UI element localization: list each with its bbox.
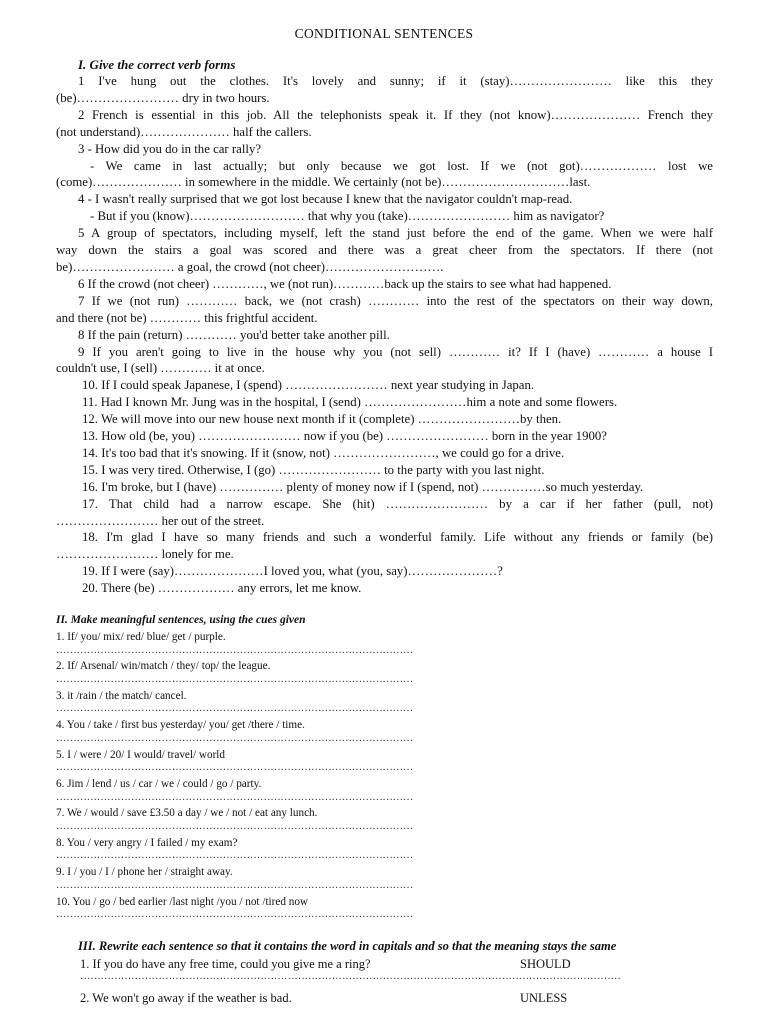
exercise-line: 5 A group of spectators, including myself, left the stand just before the end of the game. When we were half [78, 226, 713, 241]
answer-line[interactable]: …………………………………………………………………………………………… [56, 732, 414, 744]
answer-line[interactable]: …………………………………………………………………………………………… [56, 644, 414, 656]
exercise-line: 10. If I could speak Japanese, I (spend) …………………… next year studying in Japan. [82, 378, 535, 393]
exercise-line: - But if you (know)……………………… that why you (take)…………………… him as navigator? [90, 209, 605, 224]
exercise-line: 20. There (be) ……………… any errors, let me know. [82, 581, 362, 596]
answer-line[interactable]: …………………………………………………………………………………………… [56, 909, 414, 921]
rewrite-sentence: 2. We won't go away if the weather is bad. [80, 991, 292, 1005]
cue-item: 7. We / would / save £3.50 a day / we / not / eat any lunch. [56, 807, 318, 820]
exercise-line: (come)………………… in somewhere in the middle. We certainly (not be)…………………………last. [56, 175, 591, 190]
exercise-line: way down the stairs a goal was scored and there was a great cheer from the spectators. If there (not [56, 243, 713, 258]
answer-line[interactable]: …………………………………………………………………………………………… [56, 879, 414, 891]
exercise-line: 6 If the crowd (not cheer) …………, we (not run)…………back up the stairs to see what had happened. [78, 276, 612, 291]
cue-item: 3. it /rain / the match/ cancel. [56, 689, 187, 702]
rewrite-item [80, 990, 720, 1006]
exercise-line: 13. How old (be, you) …………………… now if you (be) …………………… born in the year 1900? [82, 429, 607, 444]
exercise-line: 18. I'm glad I have so many friends and such a wonderful family. Life without any friends or family (be) [82, 530, 713, 545]
section-3-exercises [80, 956, 720, 1006]
answer-line[interactable]: …………………………………………………………………………………………… [56, 762, 414, 774]
exercise-line: 4 - I wasn't really surprised that we got lost because I knew that the navigator couldn't map-read. [78, 192, 573, 207]
exercise-line: …………………… lonely for me. [56, 547, 234, 562]
cue-item: 6. Jim / lend / us / car / we / could / go / party. [56, 777, 262, 790]
answer-line[interactable]: …………………………………………………………………………………………… [56, 850, 414, 862]
exercise-line: …………………… her out of the street. [56, 513, 265, 528]
exercise-line: 8 If the pain (return) ………… you'd better take another pill. [78, 327, 390, 342]
exercise-line: 7 If we (not run) ………… back, we (not crash) ………… into the rest of the spectators on their way down, [78, 293, 713, 308]
exercise-line: and there (not be) ………… this frightful accident. [56, 310, 318, 325]
rewrite-keyword: UNLESS [520, 991, 568, 1005]
exercise-line: (not understand)………………… half the callers. [56, 124, 312, 139]
section-2-heading: II. Make meaningful sentences, using the cues given [56, 614, 306, 626]
exercise-line: 9 If you aren't going to live in the house why you (not sell) ………… it? If I (have) ………… a house I [78, 344, 713, 359]
exercise-line: 14. It's too bad that it's snowing. If it (snow, not) ……………………, we could go for a drive. [82, 445, 565, 460]
cue-item: 5. I / were / 20/ I would/ travel/ world [56, 748, 226, 761]
section-1-heading: I. Give the correct verb forms [78, 57, 236, 72]
section-2-exercises [56, 630, 456, 924]
exercise-line: 2 French is essential in this job. All the telephonists speak it. If they (not know)………………… French they [78, 107, 713, 122]
answer-line[interactable]: …………………………………………………………………………………………… [56, 673, 414, 685]
cue-item: 8. You / very angry / I failed / my exam? [56, 836, 238, 849]
cue-item: 1. If/ you/ mix/ red/ blue/ get / purple. [56, 631, 226, 643]
cue-item: 2. If/ Arsenal/ win/match / they/ top/ the league. [56, 660, 271, 673]
cue-item: 4. You / take / first bus yesterday/ you/ get /there / time. [56, 719, 305, 732]
section-1-exercises [56, 73, 713, 597]
answer-line[interactable]: …………………………………………………………………………………………… [56, 703, 414, 715]
exercise-line: 12. We will move into our new house next month if it (complete) ……………………by then. [82, 412, 562, 427]
cue-item: 9. I / you / I / phone her / straight away. [56, 866, 233, 879]
rewrite-sentence: 1. If you do have any free time, could you give me a ring? [80, 957, 371, 971]
exercise-line: 16. I'm broke, but I (have) …………… plenty of money now if I (spend, not) ……………so much yesterday. [82, 479, 644, 494]
answer-line[interactable]: …………………………………………………………………………………………… [56, 820, 414, 832]
exercise-line: be)…………………… a goal, the crowd (not cheer)………………………. [56, 259, 444, 274]
exercise-line: 3 - How did you do in the car rally? [78, 141, 262, 156]
exercise-line: couldn't use, I (sell) ………… it at once. [56, 361, 265, 376]
answer-line[interactable]: …………………………………………………………………………………………………………………………………………… [80, 972, 621, 982]
rewrite-keyword: SHOULD [520, 957, 571, 971]
exercise-line: (be)…………………… dry in two hours. [56, 90, 270, 105]
rewrite-item [80, 956, 720, 972]
exercise-line: 19. If I were (say)…………………I loved you, what (you, say)…………………? [82, 564, 503, 579]
exercise-line: 1 I've hung out the clothes. It's lovely and sunny; if it (stay)…………………… like this they [78, 74, 713, 88]
exercise-line: 11. Had I known Mr. Jung was in the hospital, I (send) ……………………him a note and some flowers. [82, 395, 618, 410]
section-3-heading: III. Rewrite each sentence so that it contains the word in capitals and so that the meaning stays the same [78, 939, 617, 953]
page-title: CONDITIONAL SENTENCES [294, 26, 474, 41]
exercise-line: - We came in last actually; but only because we got lost. If we (not got)……………… lost we [90, 158, 713, 173]
answer-line[interactable]: …………………………………………………………………………………………… [56, 791, 414, 803]
cue-item: 10. You / go / bed earlier /last night /you / not /tired now [56, 895, 309, 908]
exercise-line: 17. That child had a narrow escape. She (hit) …………………… by a car if her father (pull, not) [82, 496, 713, 511]
exercise-line: 15. I was very tired. Otherwise, I (go) …………………… to the party with you last night. [82, 462, 545, 477]
